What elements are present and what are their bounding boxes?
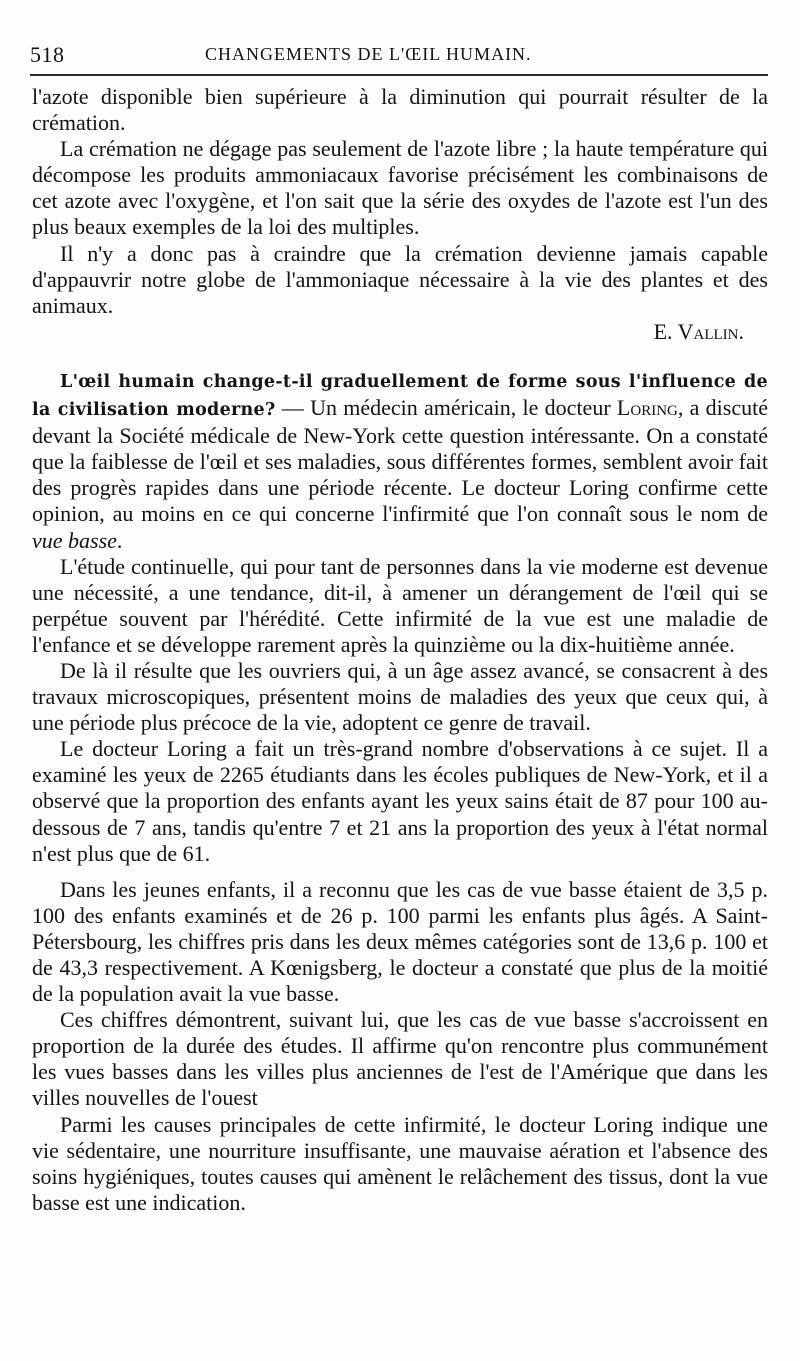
paragraph-cremation-azote: La crémation ne dégage pas seulement de l'azote libre ; la haute température qui décompose les produits ammoniacaux favorise précisément les combinaisons de cet azote avec l'oxygène, et l'on sait que la série des oxydes de l'azote est l'un des plus beaux exemples de la loi des multiples. [32, 136, 768, 240]
paragraph-continuation: l'azote disponible bien supérieure à la diminution qui pourrait résulter de la crémation. [32, 84, 768, 136]
paragraph-workers: De là il résulte que les ouvriers qui, à un âge assez avancé, se consacrent à des travaux microscopiques, présentent moins de maladies des yeux que ceux qui, à une période plus précoce de la vie, adoptent ce genre de travail. [32, 657, 768, 736]
paragraph-observations: Le docteur Loring a fait un très-grand nombre d'observations à ce sujet. Il a examiné les yeux de 2265 étudiants dans les écoles publiques de New-York, et il a observé que la proportion des enfants ayant les yeux sains était de 87 pour 100 au-dessous de 7 ans, tandis qu'entre 7 et 21 ans la proportion des yeux à l'état normal n'est plus que de 61. [32, 736, 768, 866]
paragraph-article-intro [32, 367, 768, 554]
intro-end: . [116, 527, 123, 553]
signature-line [32, 319, 768, 345]
paragraph-continuous-study: L'étude continuelle, qui pour tant de personnes dans la vie moderne est devenue une nécessité, a une tendance, dit-il, à amener un dérangement de l'œil qui se perpétue souvent par l'hérédité. Cette infirmité de la vue est une maladie de l'enfance et se développe rarement après la quinzième ou la dix-huitième année. [32, 553, 768, 657]
running-header [30, 40, 768, 76]
italic-term: vue basse [32, 527, 117, 553]
author-signature: E. Vallin. [653, 318, 744, 344]
doctor-name: Loring [616, 395, 678, 421]
paragraph-statistics: Dans les jeunes enfants, il a reconnu que les cas de vue basse étaient de 3,5 p. 100 des enfants examinés et de 26 p. 100 parmi les enfants plus âgés. A Saint-Pétersbourg, les chiffres pris dans les deux mêmes catégories sont de 13,6 p. 100 et de 43,3 respectivement. A Kœnigsberg, le docteur a constaté que plus de la moitié de la population avait la vue basse. [32, 876, 768, 1007]
paragraph-figures-demonstrate: Ces chiffres démontrent, suivant lui, que les cas de vue basse s'accroissent en proportion de la durée des études. Il affirme qu'on rencontre plus communément les vues basses dans les villes plus anciennes de l'est de l'Amérique que dans les villes nouvelles de l'ouest [32, 1007, 768, 1111]
paragraph-cremation-conclusion [32, 241, 768, 319]
paragraph-cremation-conclusion-text: Il n'y a donc pas à craindre que la crémation devienne jamais capable d'appauvrir notre globe de l'ammoniaque nécessaire à la vie des plantes et des animaux. [32, 240, 768, 318]
running-title: CHANGEMENTS DE L'ŒIL HUMAIN. [205, 44, 532, 64]
section-heading: L'œil humain change-t-il graduellement de forme sous l'influence de la civilisation moderne? [32, 371, 768, 421]
page-number: 518 [30, 42, 65, 67]
article-body [32, 84, 768, 1216]
paragraph-principal-causes: Parmi les causes principales de cette infirmité, le docteur Loring indique une vie sédentaire, une nourriture insuffisante, une mauvaise aération et l'absence des soins hygiéniques, toutes causes qui amènent le relâchement des tissus, dont la vue basse est une indication. [32, 1111, 768, 1215]
intro-body-text: , a discuté devant la Société médicale de New-York cette question intéressante. On a constaté que la faiblesse de l'œil et ses maladies, sous différentes formes, semblent avoir fait des progrès rapides dans une période récente. Le docteur Loring confirme cette opinion, au moins en ce qui concerne l'infirmité que l'on connaît sous le nom de [32, 395, 768, 527]
intro-dash-text: — Un médecin américain, le docteur [275, 395, 617, 421]
